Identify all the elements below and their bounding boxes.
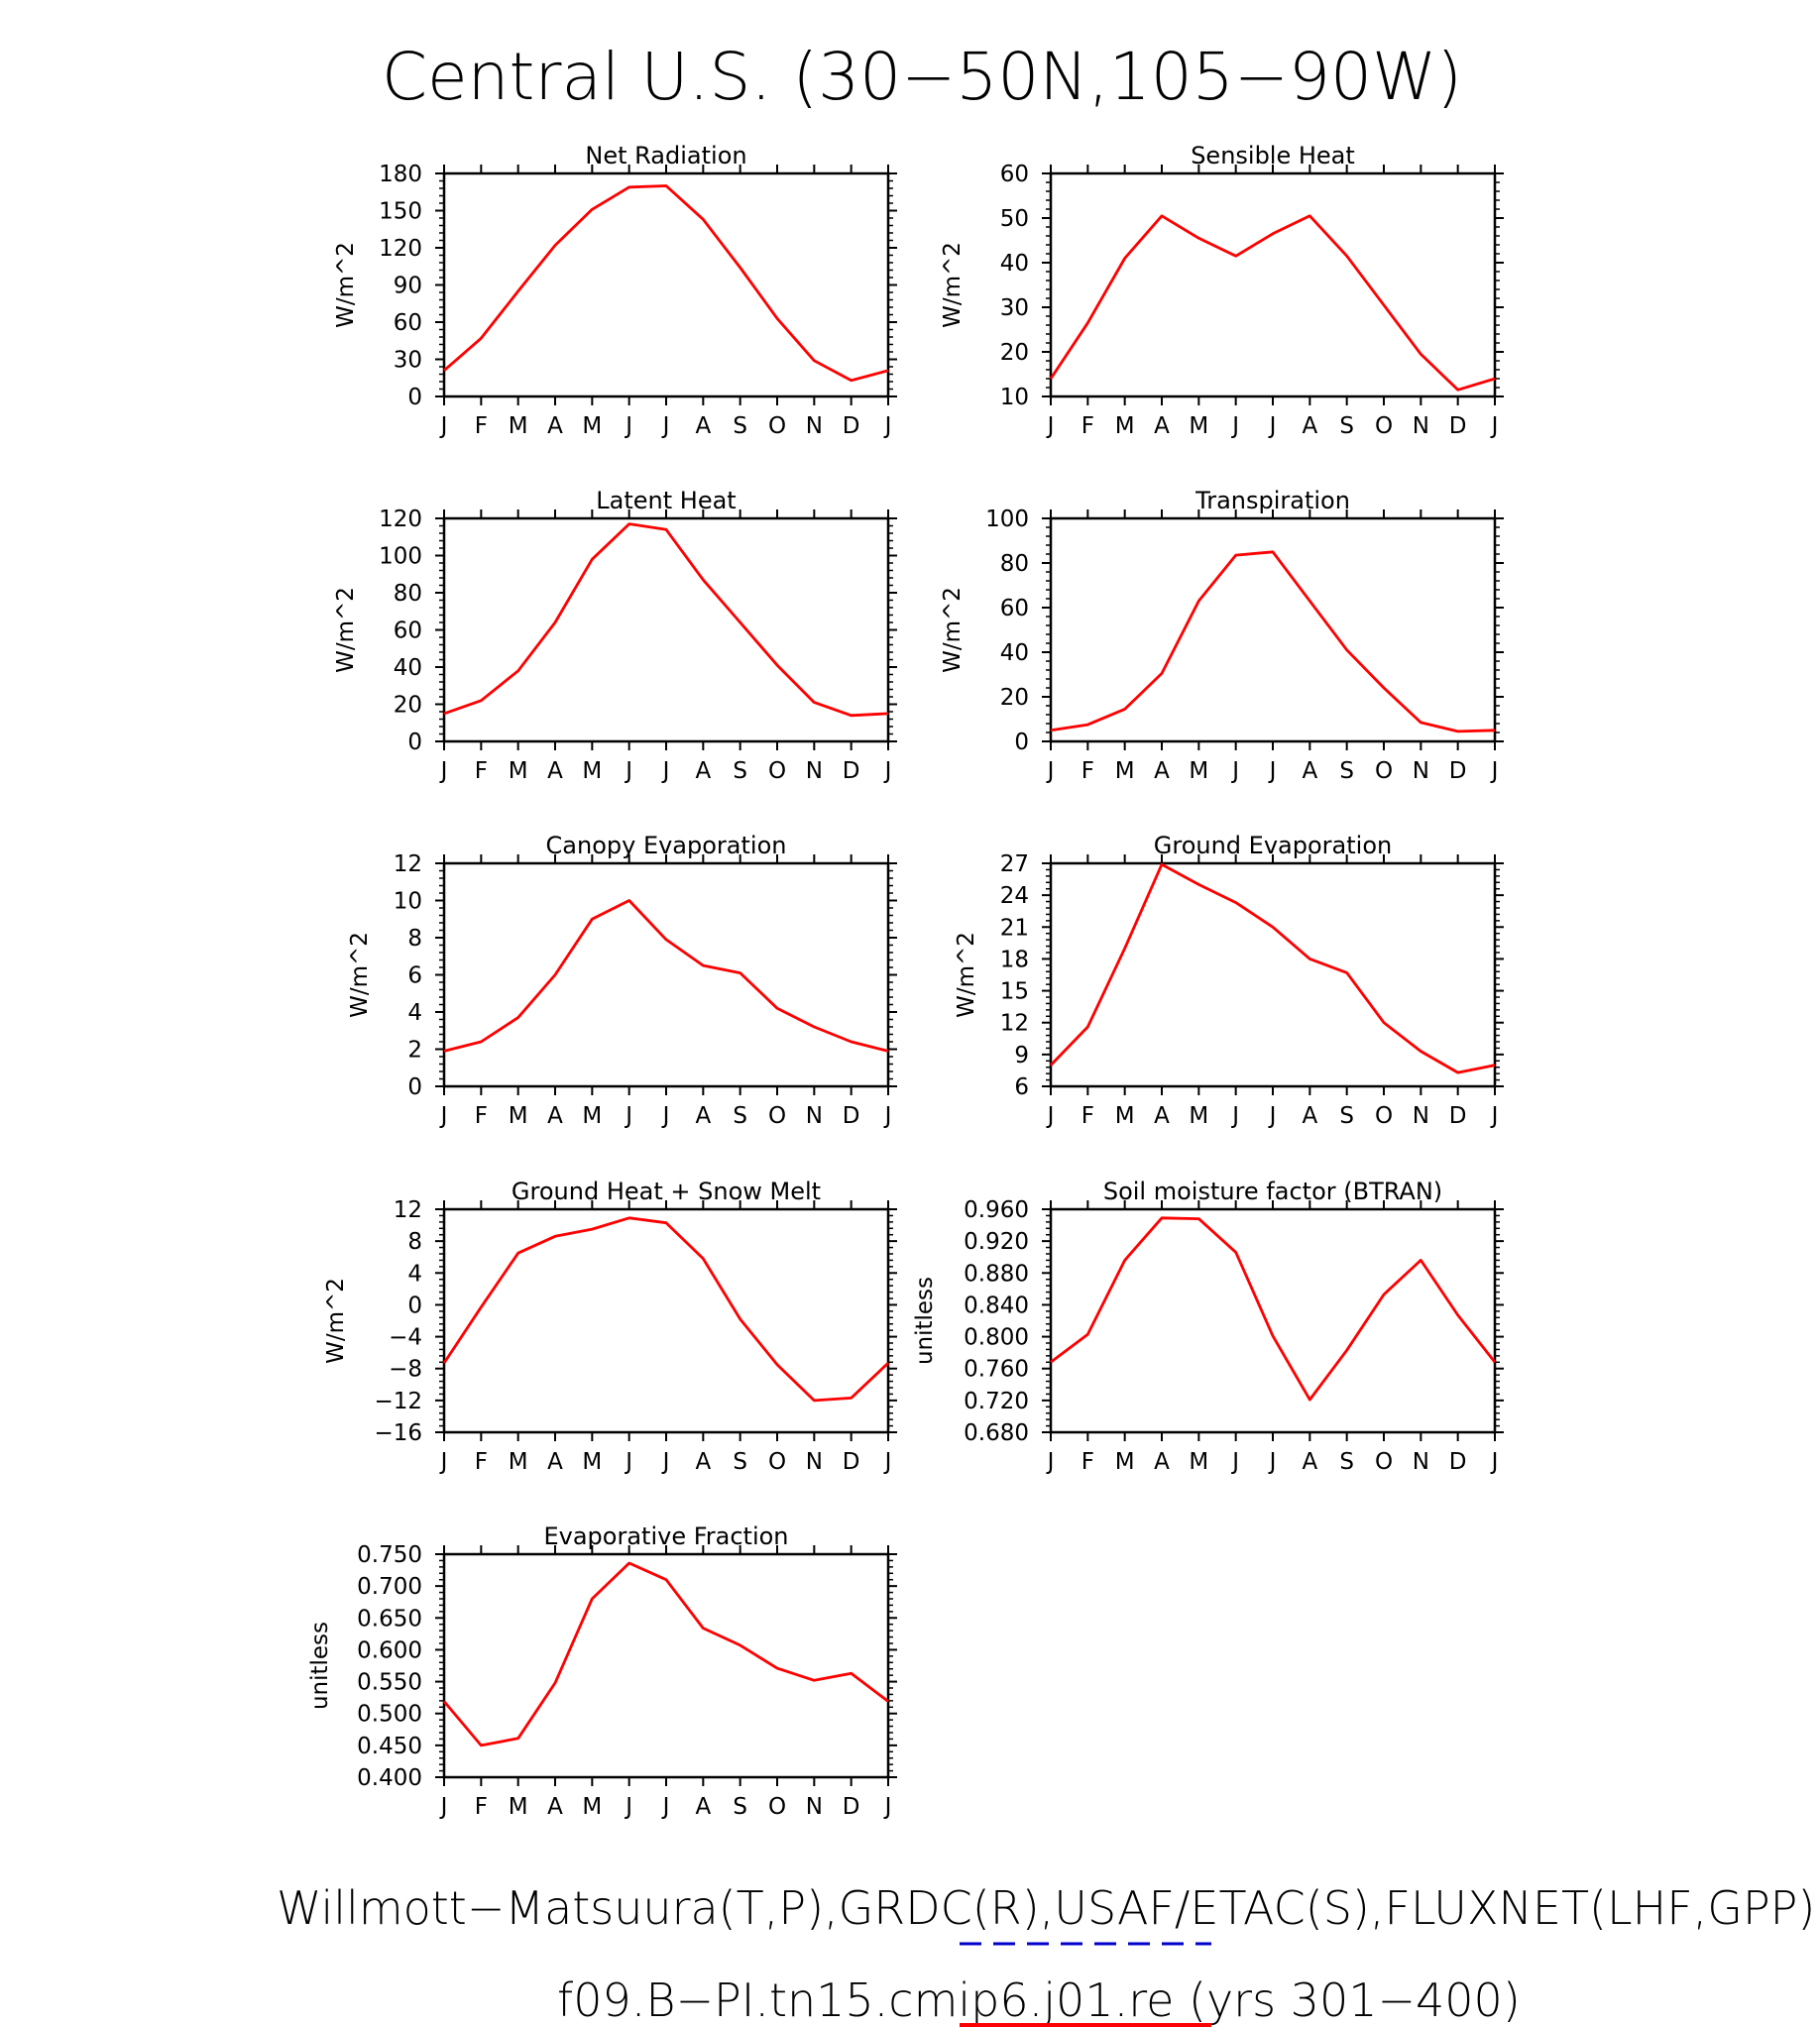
- x-tick-label: N: [805, 1794, 823, 1820]
- x-tick-label: O: [767, 1103, 787, 1129]
- x-tick-label: A: [547, 413, 563, 439]
- plot-frame: [1051, 863, 1495, 1086]
- x-tick-label: J: [1232, 413, 1240, 439]
- x-tick-label: M: [1114, 1103, 1135, 1129]
- x-tick-label: M: [508, 758, 528, 784]
- y-tick-label: 40: [999, 251, 1029, 277]
- y-tick-label: 0.400: [357, 1765, 422, 1791]
- y-tick-label: 27: [999, 851, 1029, 877]
- x-tick-label: S: [733, 1794, 747, 1820]
- y-tick-label: 10: [999, 385, 1029, 410]
- x-tick-label: D: [1448, 1103, 1467, 1129]
- chart-panel: [333, 142, 897, 439]
- x-tick-label: A: [695, 758, 712, 784]
- x-tick-label: J: [1491, 1449, 1499, 1475]
- x-tick-label: F: [474, 413, 488, 439]
- x-tick-label: J: [626, 758, 633, 784]
- y-tick-label: −16: [374, 1420, 422, 1446]
- y-tick-label: 2: [407, 1037, 422, 1064]
- x-tick-label: J: [1232, 758, 1240, 784]
- x-tick-label: J: [1491, 758, 1499, 784]
- y-tick-label: 4: [407, 1261, 422, 1288]
- y-tick-label: 15: [999, 978, 1029, 1005]
- x-tick-label: M: [1189, 1449, 1209, 1475]
- x-tick-label: M: [1114, 758, 1135, 784]
- y-axis-label: W/m^2: [333, 242, 359, 328]
- x-tick-label: S: [733, 1103, 747, 1129]
- series-line: [444, 901, 888, 1052]
- x-tick-label: J: [662, 1103, 670, 1129]
- x-tick-label: M: [582, 413, 603, 439]
- panel-title: Evaporative Fraction: [543, 1522, 789, 1550]
- x-tick-label: A: [547, 758, 563, 784]
- panel-title: Canopy Evaporation: [545, 832, 787, 859]
- x-tick-label: O: [767, 413, 787, 439]
- x-tick-label: M: [582, 758, 603, 784]
- x-tick-label: M: [582, 1794, 603, 1820]
- y-tick-label: 180: [379, 162, 422, 187]
- y-tick-label: 0.650: [357, 1606, 422, 1633]
- y-tick-label: 150: [379, 198, 422, 225]
- y-tick-label: 20: [393, 692, 422, 719]
- x-tick-label: J: [1047, 1103, 1055, 1129]
- y-tick-label: 20: [999, 685, 1029, 711]
- plot-frame: [444, 1554, 888, 1777]
- y-axis-label: W/m^2: [333, 587, 359, 673]
- x-tick-label: D: [842, 758, 860, 784]
- series-line: [1051, 216, 1495, 390]
- x-tick-label: A: [1302, 1449, 1318, 1475]
- x-tick-label: M: [508, 1449, 528, 1475]
- series-line: [1051, 1218, 1495, 1400]
- panel-title: Ground Evaporation: [1153, 832, 1393, 859]
- series-line: [1051, 552, 1495, 732]
- x-tick-label: N: [805, 1103, 823, 1129]
- y-tick-label: 100: [379, 543, 422, 570]
- x-tick-label: A: [1302, 413, 1318, 439]
- series-line: [444, 1218, 888, 1401]
- x-tick-label: J: [662, 413, 670, 439]
- x-tick-label: A: [1154, 1103, 1170, 1129]
- y-tick-label: 0: [1014, 730, 1029, 755]
- x-tick-label: N: [805, 1449, 823, 1475]
- y-tick-label: 20: [999, 340, 1029, 366]
- plot-frame: [444, 518, 888, 741]
- x-tick-label: S: [733, 413, 747, 439]
- x-tick-label: J: [884, 1449, 892, 1475]
- y-tick-label: 8: [407, 1229, 422, 1256]
- x-tick-label: J: [1047, 1449, 1055, 1475]
- y-tick-label: 6: [407, 962, 422, 989]
- y-tick-label: 0.760: [964, 1356, 1029, 1383]
- series-line: [1051, 864, 1495, 1072]
- x-tick-label: A: [695, 1449, 712, 1475]
- y-tick-label: −12: [374, 1388, 422, 1414]
- x-tick-label: J: [440, 758, 448, 784]
- x-tick-label: N: [1412, 1449, 1429, 1475]
- x-tick-label: O: [1374, 413, 1394, 439]
- x-tick-label: J: [1047, 413, 1055, 439]
- x-tick-label: J: [440, 413, 448, 439]
- x-tick-label: M: [508, 1794, 528, 1820]
- x-tick-label: S: [1339, 1449, 1354, 1475]
- y-tick-label: 21: [999, 915, 1029, 942]
- panel-title: Latent Heat: [596, 487, 737, 514]
- x-tick-label: A: [547, 1794, 563, 1820]
- y-tick-label: −8: [389, 1356, 422, 1383]
- x-tick-label: D: [1448, 413, 1467, 439]
- panel-title: Ground Heat + Snow Melt: [511, 1178, 822, 1205]
- x-tick-label: F: [474, 1794, 488, 1820]
- y-tick-label: 0.800: [964, 1324, 1029, 1351]
- y-axis-label: unitless: [912, 1276, 938, 1366]
- x-tick-label: S: [1339, 1103, 1354, 1129]
- chart-panel: [954, 832, 1504, 1129]
- y-tick-label: 0.880: [964, 1261, 1029, 1288]
- chart-panel: [912, 1178, 1504, 1475]
- series-line: [444, 1563, 888, 1745]
- y-tick-label: 0: [407, 385, 422, 410]
- x-tick-label: N: [805, 758, 823, 784]
- x-tick-label: J: [884, 1794, 892, 1820]
- x-tick-label: O: [1374, 758, 1394, 784]
- x-tick-label: F: [1081, 413, 1094, 439]
- y-tick-label: 0: [407, 1074, 422, 1100]
- y-tick-label: 60: [393, 310, 422, 336]
- y-axis-label: W/m^2: [347, 932, 373, 1018]
- x-tick-label: J: [662, 758, 670, 784]
- y-tick-label: 100: [985, 507, 1029, 532]
- x-tick-label: D: [842, 413, 860, 439]
- x-tick-label: N: [1412, 758, 1429, 784]
- y-tick-label: 50: [999, 206, 1029, 232]
- x-tick-label: J: [440, 1449, 448, 1475]
- x-tick-label: D: [1448, 758, 1467, 784]
- x-tick-label: M: [1189, 758, 1209, 784]
- x-tick-label: A: [1154, 1449, 1170, 1475]
- y-tick-label: 12: [393, 851, 422, 877]
- y-axis-label: W/m^2: [954, 932, 979, 1018]
- y-tick-label: 6: [1014, 1074, 1029, 1100]
- x-tick-label: J: [626, 413, 633, 439]
- x-tick-label: M: [508, 1103, 528, 1129]
- x-tick-label: J: [626, 1103, 633, 1129]
- chart-panel: [323, 1178, 897, 1475]
- x-tick-label: J: [1269, 1449, 1277, 1475]
- footer-model-case: f09.B−PI.tn15.cmip6.j01.re (yrs 301−400): [557, 1973, 1521, 2027]
- x-tick-label: J: [884, 758, 892, 784]
- x-tick-label: F: [474, 1103, 488, 1129]
- y-tick-label: 60: [393, 618, 422, 644]
- x-tick-label: M: [582, 1449, 603, 1475]
- y-tick-label: 8: [407, 926, 422, 952]
- x-tick-label: J: [662, 1449, 670, 1475]
- x-tick-label: N: [1412, 1103, 1429, 1129]
- x-tick-label: F: [474, 1449, 488, 1475]
- plot-frame: [444, 863, 888, 1086]
- y-tick-label: 0.450: [357, 1733, 422, 1759]
- x-tick-label: J: [884, 413, 892, 439]
- x-tick-label: M: [1189, 413, 1209, 439]
- y-tick-label: 0.600: [357, 1637, 422, 1664]
- y-tick-label: 120: [379, 507, 422, 532]
- y-tick-label: 0.960: [964, 1197, 1029, 1223]
- x-tick-label: M: [508, 413, 528, 439]
- x-tick-label: D: [1448, 1449, 1467, 1475]
- y-tick-label: 40: [393, 655, 422, 681]
- y-tick-label: 12: [999, 1010, 1029, 1037]
- x-tick-label: J: [440, 1103, 448, 1129]
- x-tick-label: O: [767, 1794, 787, 1820]
- chart-panel: [940, 142, 1504, 439]
- x-tick-label: F: [474, 758, 488, 784]
- x-tick-label: A: [1302, 758, 1318, 784]
- x-tick-label: O: [1374, 1449, 1394, 1475]
- y-tick-label: 80: [393, 581, 422, 607]
- x-tick-label: M: [1114, 413, 1135, 439]
- y-tick-label: 0.750: [357, 1542, 422, 1568]
- x-tick-label: S: [733, 1449, 747, 1475]
- x-tick-label: A: [547, 1449, 563, 1475]
- y-tick-label: 60: [999, 162, 1029, 187]
- x-tick-label: F: [1081, 758, 1094, 784]
- figure-title: Central U.S. (30−50N,105−90W): [381, 39, 1463, 115]
- y-tick-label: 80: [999, 551, 1029, 577]
- panel-title: Sensible Heat: [1191, 142, 1355, 169]
- y-tick-label: 60: [999, 596, 1029, 621]
- x-tick-label: D: [842, 1794, 860, 1820]
- x-tick-label: D: [842, 1449, 860, 1475]
- chart-panel: [940, 487, 1504, 784]
- y-tick-label: 18: [999, 947, 1029, 973]
- x-tick-label: S: [733, 758, 747, 784]
- x-tick-label: A: [1154, 758, 1170, 784]
- y-tick-label: 40: [999, 640, 1029, 666]
- x-tick-label: J: [1232, 1103, 1240, 1129]
- x-tick-label: S: [1339, 758, 1354, 784]
- chart-panel: [307, 1522, 897, 1820]
- x-tick-label: S: [1339, 413, 1354, 439]
- y-tick-label: 0: [407, 730, 422, 755]
- x-tick-label: A: [695, 1794, 712, 1820]
- chart-panel: [333, 487, 897, 784]
- x-tick-label: J: [662, 1794, 670, 1820]
- x-tick-label: J: [1269, 758, 1277, 784]
- y-axis-label: unitless: [307, 1621, 333, 1711]
- y-tick-label: 30: [393, 347, 422, 374]
- y-tick-label: 12: [393, 1197, 422, 1223]
- x-tick-label: A: [695, 1103, 712, 1129]
- x-tick-label: J: [626, 1794, 633, 1820]
- chart-panels: [307, 142, 1504, 1820]
- panel-title: Transpiration: [1195, 487, 1350, 514]
- x-tick-label: J: [1269, 413, 1277, 439]
- x-tick-label: M: [1189, 1103, 1209, 1129]
- chart-panel: [347, 832, 897, 1129]
- x-tick-label: A: [547, 1103, 563, 1129]
- x-tick-label: M: [1114, 1449, 1135, 1475]
- x-tick-label: J: [1269, 1103, 1277, 1129]
- y-axis-label: W/m^2: [940, 587, 966, 673]
- y-tick-label: −4: [389, 1324, 422, 1351]
- x-tick-label: A: [1154, 413, 1170, 439]
- series-line: [444, 186, 888, 381]
- panel-title: Net Radiation: [585, 142, 747, 169]
- y-tick-label: 0.500: [357, 1701, 422, 1728]
- x-tick-label: J: [626, 1449, 633, 1475]
- x-tick-label: J: [1491, 1103, 1499, 1129]
- x-tick-label: J: [884, 1103, 892, 1129]
- x-tick-label: A: [695, 413, 712, 439]
- x-tick-label: J: [1491, 413, 1499, 439]
- y-tick-label: 0: [407, 1293, 422, 1319]
- plot-frame: [1051, 1209, 1495, 1432]
- y-tick-label: 90: [393, 273, 422, 299]
- x-tick-label: O: [767, 1449, 787, 1475]
- y-tick-label: 9: [1014, 1042, 1029, 1069]
- y-tick-label: 4: [407, 1000, 422, 1026]
- y-axis-label: W/m^2: [940, 242, 966, 328]
- x-tick-label: N: [805, 413, 823, 439]
- y-axis-label: W/m^2: [323, 1278, 349, 1364]
- y-tick-label: 0.920: [964, 1229, 1029, 1256]
- x-tick-label: J: [440, 1794, 448, 1820]
- x-tick-label: F: [1081, 1103, 1094, 1129]
- x-tick-label: F: [1081, 1449, 1094, 1475]
- y-tick-label: 30: [999, 295, 1029, 321]
- x-tick-label: A: [1302, 1103, 1318, 1129]
- y-tick-label: 0.720: [964, 1388, 1029, 1414]
- x-tick-label: D: [842, 1103, 860, 1129]
- footer-obs-sources: Willmott−Matsuura(T,P),GRDC(R),USAF/ETAC(S),FLUXNET(LHF,GPP): [277, 1881, 1816, 1935]
- y-tick-label: 10: [393, 888, 422, 915]
- panel-title: Soil moisture factor (BTRAN): [1102, 1178, 1443, 1205]
- y-tick-label: 0.680: [964, 1420, 1029, 1446]
- y-tick-label: 120: [379, 236, 422, 262]
- x-tick-label: O: [767, 758, 787, 784]
- x-tick-label: N: [1412, 413, 1429, 439]
- y-tick-label: 0.550: [357, 1669, 422, 1696]
- x-tick-label: J: [1232, 1449, 1240, 1475]
- x-tick-label: M: [582, 1103, 603, 1129]
- y-tick-label: 0.700: [357, 1574, 422, 1601]
- y-tick-label: 0.840: [964, 1293, 1029, 1319]
- x-tick-label: J: [1047, 758, 1055, 784]
- series-line: [444, 524, 888, 716]
- x-tick-label: O: [1374, 1103, 1394, 1129]
- y-tick-label: 24: [999, 883, 1029, 910]
